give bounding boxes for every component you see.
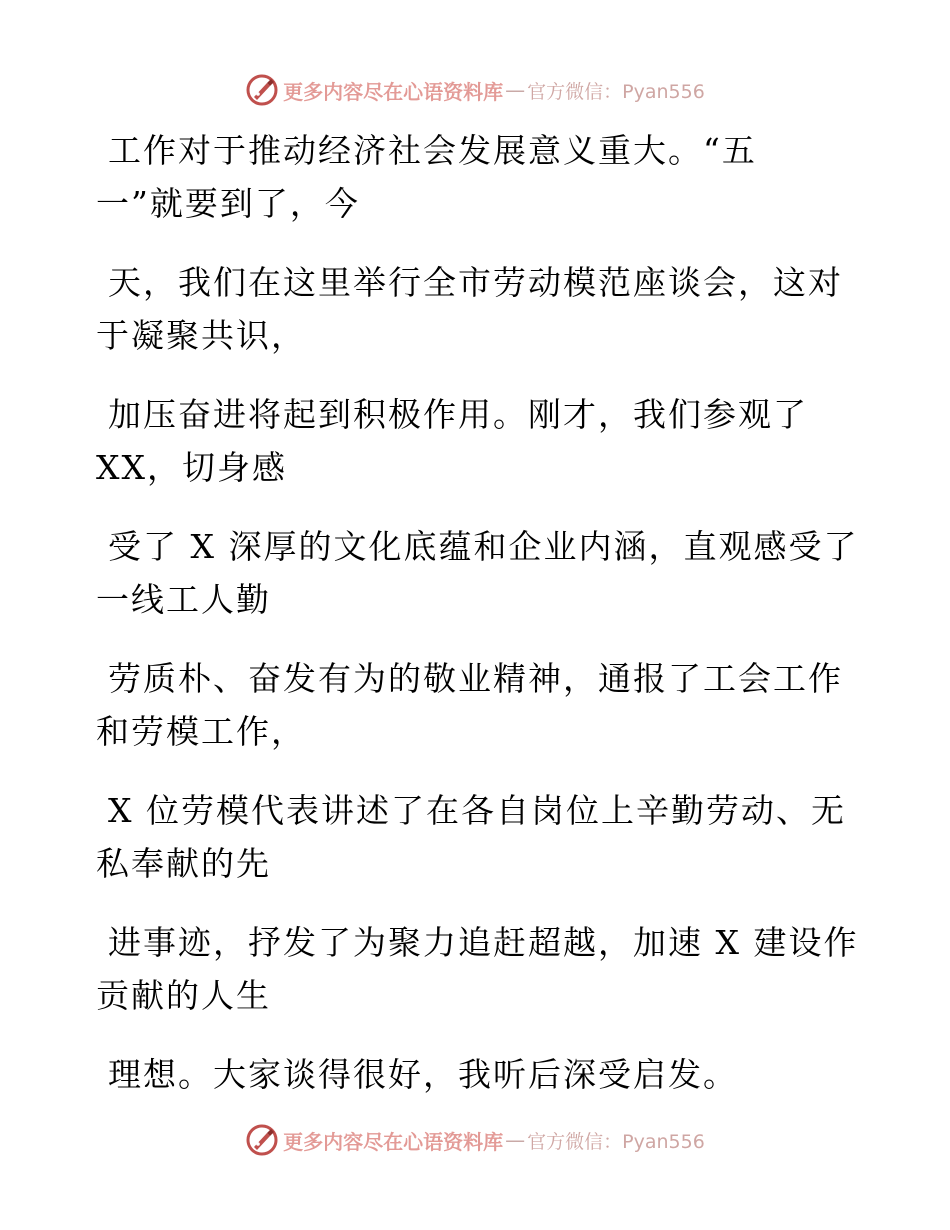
paragraph-line: 私奉献的先 [96, 844, 271, 883]
watermark-text: 更多内容尽在心语资料库 [283, 1129, 504, 1154]
header-watermark [0, 68, 950, 112]
paragraph-4 [96, 520, 859, 626]
paragraph-line: 劳质朴、奋发有为的敬业精神，通报了工会工作 [108, 659, 843, 698]
paragraph-line: XX，切身感 [96, 448, 287, 487]
paragraph-line: 贡献的人生 [96, 976, 271, 1015]
paragraph-line: 于凝聚共识， [96, 316, 306, 355]
pen-logo-icon [245, 1123, 279, 1157]
paragraph-line: 一线工人勤 [96, 580, 271, 619]
paragraph-line: 和劳模工作， [96, 712, 306, 751]
paragraph-line: 加压奋进将起到积极作用。刚才，我们参观了 [108, 395, 808, 434]
paragraph-1 [96, 124, 856, 230]
paragraph-3 [96, 388, 856, 494]
paragraph-line: 天，我们在这里举行全市劳动模范座谈会，这对 [108, 263, 843, 302]
paragraph-line: 进事迹，抒发了为聚力追赶超越，加速 X 建设作 [108, 923, 859, 962]
watermark-contact: 官方微信：Pyan556 [527, 80, 705, 103]
paragraph-7 [96, 916, 859, 1022]
pen-logo-icon [245, 73, 279, 107]
watermark-text: 更多内容尽在心语资料库 [283, 79, 504, 104]
paragraph-line: 受了 X 深厚的文化底蕴和企业内涵，直观感受了 [108, 527, 859, 566]
paragraph-line: 理想。大家谈得很好，我听后深受启发。 [108, 1055, 738, 1094]
footer-watermark [0, 1118, 950, 1162]
watermark-contact: 官方微信：Pyan556 [527, 1130, 705, 1153]
watermark-separator: — [505, 78, 526, 102]
paragraph-8 [96, 1048, 856, 1101]
paragraph-6 [96, 784, 856, 890]
paragraph-line: X 位劳模代表讲述了在各自岗位上辛勤劳动、无 [108, 791, 846, 830]
paragraph-line: 一”就要到了，今 [96, 184, 360, 223]
paragraph-line: 工作对于推动经济社会发展意义重大。“五 [108, 131, 757, 170]
document-body [96, 124, 859, 1101]
paragraph-2 [96, 256, 856, 362]
paragraph-5 [96, 652, 856, 758]
watermark-separator: — [505, 1128, 526, 1152]
